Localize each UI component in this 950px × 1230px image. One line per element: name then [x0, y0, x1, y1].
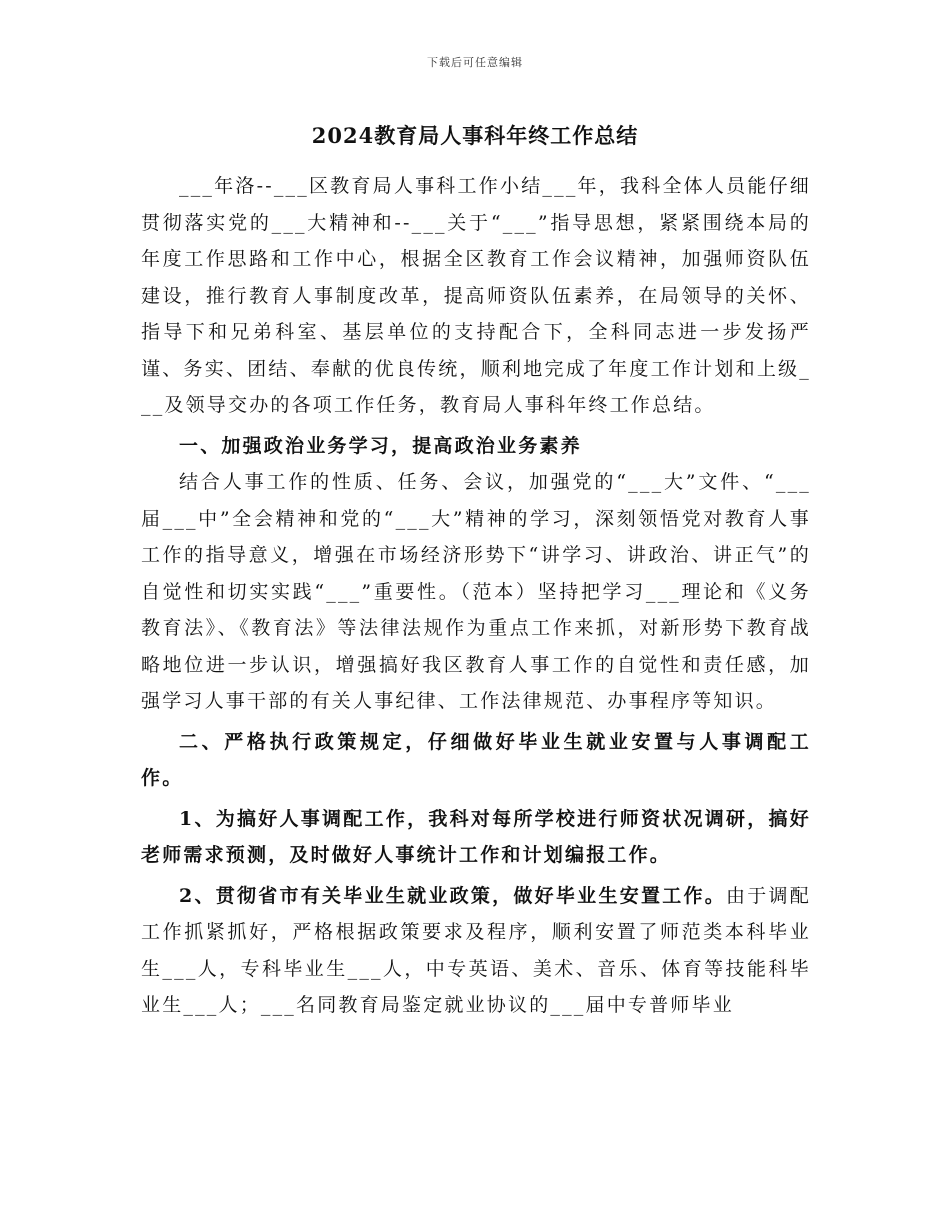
item-2-paragraph — [141, 878, 811, 1024]
item-1-paragraph: 1、为搞好人事调配工作，我科对每所学校进行师资状况调研，搞好老师需求预测，及时做好人事统计工作和计划编报工作。 — [141, 807, 811, 866]
document-title: 2024教育局人事科年终工作总结 — [311, 123, 639, 148]
document-body — [141, 168, 811, 1024]
section-1-heading: 一、加强政治业务学习，提高政治业务素养 — [179, 434, 582, 457]
section-2-heading: 二、严格执行政策规定，仔细做好毕业生就业安置与人事调配工作。 — [141, 730, 811, 789]
item-2-lead: 2、贯彻省市有关毕业生就业政策，做好毕业生安置工作。 — [179, 884, 727, 907]
item-2-body: 由于调配工作抓紧抓好，严格根据政策要求及程序，顺利安置了师范类本科毕业生___人，专科毕业生___人，中专英语、美术、音乐、体育等技能科毕业生___人；___名同教育局鉴定就业协议的___届中专普师毕业 — [141, 884, 811, 1016]
intro-paragraph: ___年洛--___区教育局人事科工作小结___年，我科全体人员能仔细贯彻落实党的___大精神和--___关于“___”指导思想，紧紧围绕本局的年度工作思路和工作中心，根据全区教育工作会议精神，加强师资队伍建设，推行教育人事制度改革，提高师资队伍素养，在局领导的关怀、指导下和兄弟科室、基层单位的支持配合下，全科同志进一步发扬严谨、务实、团结、奉献的优良传统，顺利地完成了年度工作计划和上级___及领导交办的各项工作任务，教育局人事科年终工作总结。 — [141, 175, 811, 416]
header-note: 下载后可任意编辑 — [427, 56, 523, 69]
section-1-paragraph: 结合人事工作的性质、任务、会议，加强党的“___大”文件、“___届___中”全会精神和党的“___大”精神的学习，深刻领悟党对教育人事工作的指导意义，增强在市场经济形势下“讲学习、讲政治、讲正气”的自觉性和切实实践“___”重要性。（范本）坚持把学习___理论和《义务教育法》、《教育法》等法律法规作为重点工作来抓，对新形势下教育战略地位进一步认识，增强搞好我区教育人事工作的自觉性和责任感，加强学习人事干部的有关人事纪律、工作法律规范、办事程序等知识。 — [141, 471, 811, 712]
